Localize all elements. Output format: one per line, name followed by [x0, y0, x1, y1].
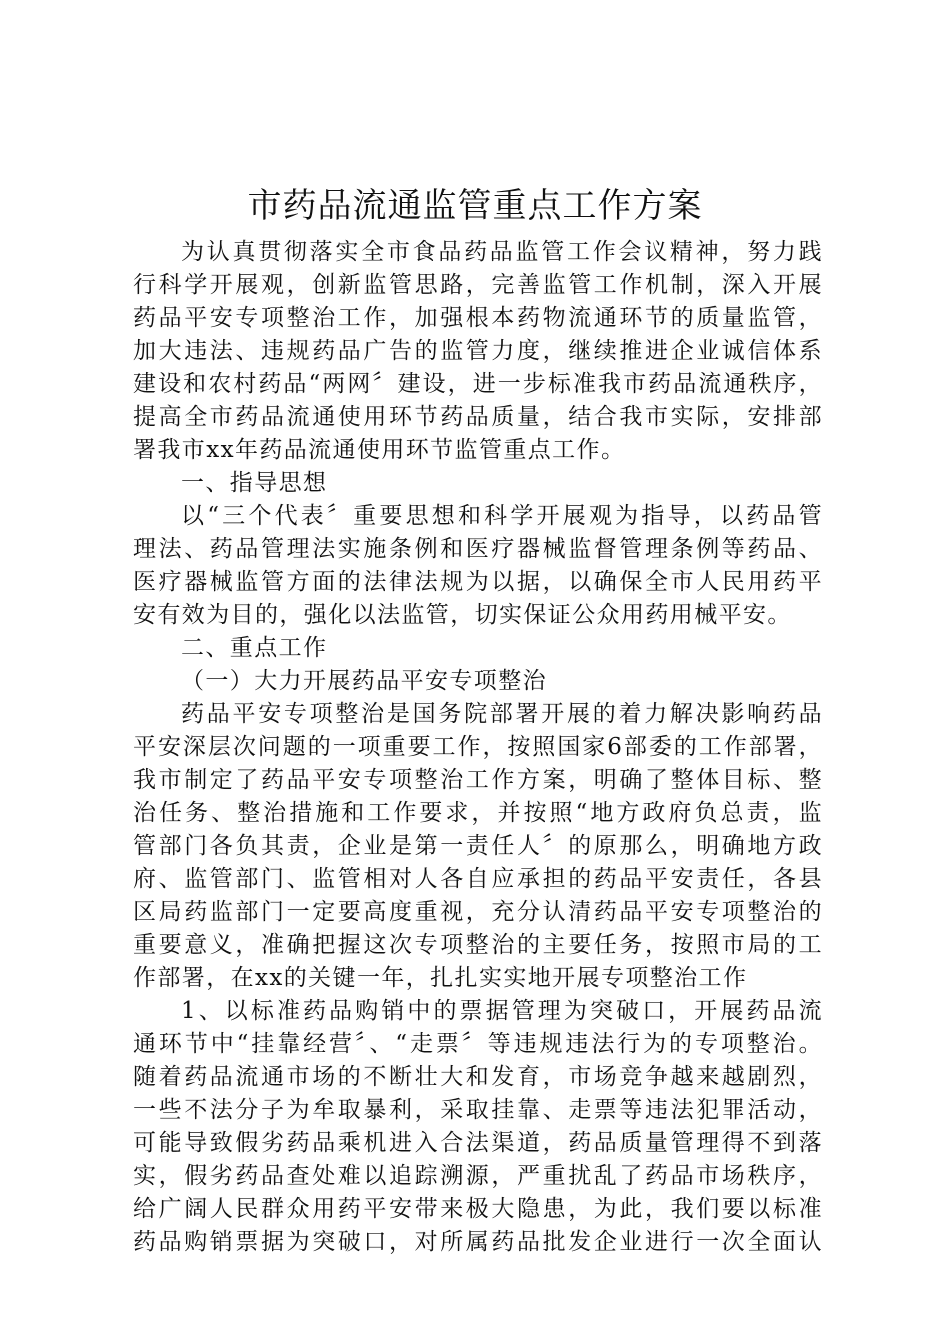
text-line: 一些不法分子为牟取暴利，采取挂靠、走票等违法犯罪活动，: [133, 1097, 823, 1123]
text-line: 府、监管部门、监管相对人各自应承担的药品平安责任，各县: [133, 866, 823, 892]
text-line: 可能导致假劣药品乘机进入合法渠道，药品质量管理得不到落: [133, 1130, 823, 1156]
text-line: 药品购销票据为突破口，对所属药品批发企业进行一次全面认: [133, 1229, 823, 1255]
text-line: 加大违法、违规药品广告的监管力度，继续推进企业诚信体系: [133, 338, 823, 364]
text-line: 作部署，在xx的关键一年，扎扎实实地开展专项整治工作: [133, 965, 748, 991]
text-line: 理法、药品管理法实施条例和医疗器械监督管理条例等药品、: [133, 536, 823, 562]
text-line: 行科学开展观，创新监管思路，完善监管工作机制，深入开展: [133, 272, 823, 298]
document-title: 市药品流通监管重点工作方案: [247, 186, 703, 226]
text-line: 治任务、整治措施和工作要求，并按照“地方政府负总责，监: [133, 800, 823, 826]
text-line: 药品平安专项整治是国务院部署开展的着力解决影响药品: [181, 701, 823, 727]
document-body: [133, 236, 823, 1259]
text-line: （一）大力开展药品平安专项整治: [181, 668, 547, 694]
text-line: 随着药品流通市场的不断壮大和发育，市场竞争越来越剧烈，: [133, 1064, 823, 1090]
text-line: 区局药监部门一定要高度重视，充分认清药品平安专项整治的: [133, 899, 823, 925]
text-line: 通环节中“挂靠经营〞、“走票〞等违规违法行为的专项整治。: [133, 1031, 823, 1057]
text-line: 安有效为目的，强化以法监管，切实保证公众用药用械平安。: [133, 602, 792, 628]
text-line: 重要意义，准确把握这次专项整治的主要任务，按照市局的工: [133, 932, 823, 958]
text-line: 为认真贯彻落实全市食品药品监管工作会议精神，努力践: [181, 239, 823, 265]
text-line: 实，假劣药品查处难以追踪溯源，严重扰乱了药品市场秩序，: [133, 1163, 823, 1189]
text-line: 医疗器械监管方面的法律法规为以据，以确保全市人民用药平: [133, 569, 823, 595]
text-line: 建设和农村药品“两网〞建设，进一步标准我市药品流通秩序，: [133, 371, 823, 397]
text-line: 以“三个代表〞重要思想和科学开展观为指导，以药品管: [181, 503, 823, 529]
text-line: 二、重点工作: [181, 635, 328, 661]
text-line: 药品平安专项整治工作，加强根本药物流通环节的质量监管，: [133, 305, 823, 331]
text-line: 一、指导思想: [181, 470, 328, 496]
text-line: 给广阔人民群众用药平安带来极大隐患，为此，我们要以标准: [133, 1196, 823, 1222]
text-line: 我市制定了药品平安专项整治工作方案，明确了整体目标、整: [133, 767, 823, 793]
text-line: 平安深层次问题的一项重要工作，按照国家6部委的工作部署，: [133, 734, 823, 760]
text-line: 1、以标准药品购销中的票据管理为突破口，开展药品流: [181, 998, 823, 1024]
text-line: 提高全市药品流通使用环节药品质量，结合我市实际，安排部: [133, 404, 823, 430]
text-line: 管部门各负其责，企业是第一责任人〞的原那么，明确地方政: [133, 833, 823, 859]
text-line: 署我市xx年药品流通使用环节监管重点工作。: [133, 437, 626, 463]
